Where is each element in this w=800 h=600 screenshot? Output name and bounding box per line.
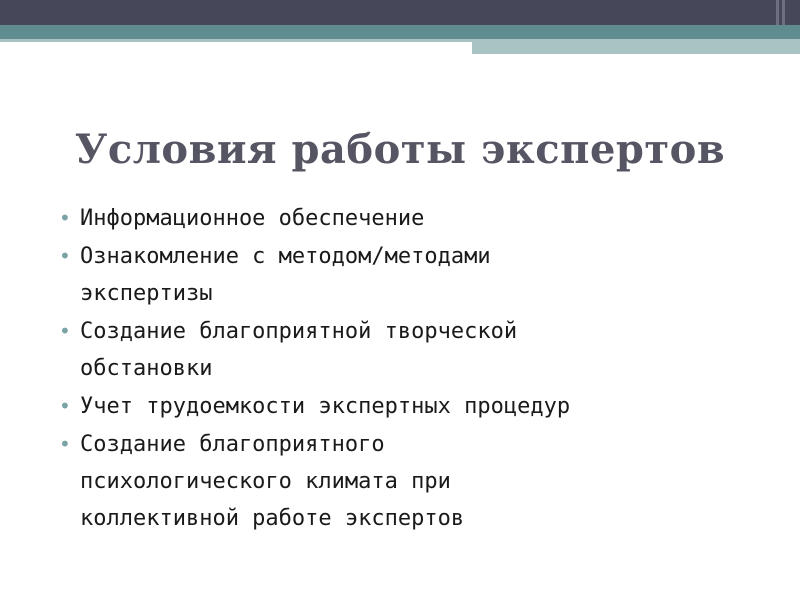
bullet-icon: •: [59, 319, 71, 343]
bullet-line: Учет трудоемкости экспертных процедур: [80, 394, 571, 419]
bullet-item: [58, 313, 778, 387]
bullet-item: [58, 200, 778, 237]
header-light-stripe-right: [472, 39, 800, 54]
bullet-line: психологического климата при: [80, 469, 451, 494]
bullet-icon: •: [59, 206, 71, 230]
bullet-item: [58, 426, 778, 537]
bullet-icon: •: [59, 432, 71, 456]
bullet-item: [58, 238, 778, 312]
bullet-line: Создание благоприятного: [80, 432, 385, 457]
bullet-line: Информационное обеспечение: [80, 206, 425, 231]
bullet-line: коллективной работе экспертов: [80, 506, 465, 531]
slide-title: Условия работы экспертов: [74, 126, 726, 173]
header-light-stripe-left: [0, 39, 472, 42]
header-dark-band: [0, 0, 800, 25]
header-corner-accent: [776, 0, 800, 25]
bullet-line: Создание благоприятной творческой: [80, 319, 518, 344]
bullet-icon: •: [59, 394, 71, 418]
header-teal-stripe: [0, 25, 800, 39]
bullet-list: [58, 200, 778, 538]
bullet-line: экспертизы: [80, 281, 213, 306]
bullet-item: [58, 388, 778, 425]
bullet-line: Ознакомление с методом/методами: [80, 244, 491, 269]
bullet-line: обстановки: [80, 356, 213, 381]
bullet-icon: •: [59, 244, 71, 268]
